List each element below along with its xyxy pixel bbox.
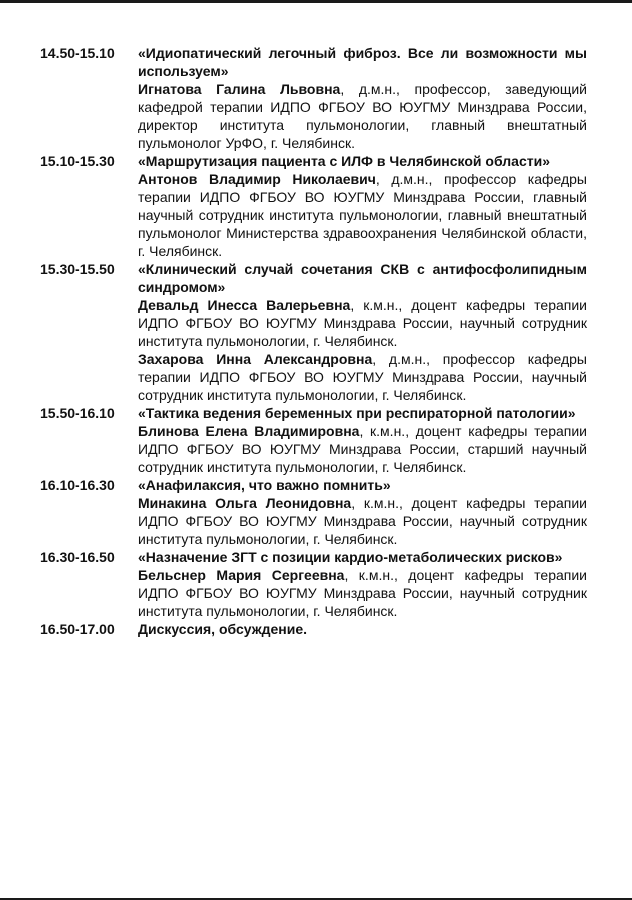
session-time: 15.50-16.10	[40, 405, 115, 421]
session-time: 16.30-16.50	[40, 549, 115, 565]
session-item	[40, 548, 587, 620]
session-title: «Анафилаксия, что важно помнить»	[138, 477, 391, 493]
session-title: «Маршрутизация пациента с ИЛФ в Челябинской области»	[138, 153, 550, 169]
speaker-name: Блинова Елена Владимировна	[138, 423, 360, 439]
session-item	[40, 404, 587, 476]
session-item	[40, 476, 587, 548]
speaker-name: Игнатова Галина Львовна	[138, 81, 341, 97]
speaker-info: , к.м.н., доцент кафедры терапии ИДПО ФГБОУ ВО ЮУГМУ Минздрава России, научный сотрудник института пульмонологии, г. Челябинск.	[138, 495, 587, 547]
speaker	[138, 296, 587, 350]
speaker-name: Захарова Инна Александровна	[138, 351, 373, 367]
session-time: 16.50-17.00	[40, 621, 115, 637]
session-title: «Идиопатический легочный фиброз. Все ли возможности мы используем»	[138, 45, 587, 79]
speaker	[138, 566, 587, 620]
session-item	[40, 44, 587, 152]
speaker	[138, 350, 587, 404]
session-time: 15.30-15.50	[40, 261, 115, 277]
speaker-info: , д.м.н., профессор кафедры терапии ИДПО ФГБОУ ВО ЮУГМУ Минздрава России, научный сотрудник института пульмонологии, г. Челябинск.	[138, 351, 587, 403]
speaker-name: Антонов Владимир Николаевич	[138, 171, 376, 187]
session-title: «Назначение ЗГТ с позиции кардио-метаболических рисков»	[138, 549, 563, 565]
speaker	[138, 170, 587, 260]
speaker-name: Минакина Ольга Леонидовна	[138, 495, 352, 511]
page-border-top	[0, 0, 632, 3]
speaker	[138, 422, 587, 476]
speaker-info: , к.м.н., доцент кафедры терапии ИДПО ФГБОУ ВО ЮУГМУ Минздрава России, научный сотрудник института пульмонологии, г. Челябинск.	[138, 567, 587, 619]
speaker	[138, 494, 587, 548]
session-title: «Тактика ведения беременных при респираторной патологии»	[138, 405, 576, 421]
session-time: 14.50-15.10	[40, 45, 115, 61]
program-schedule	[40, 44, 587, 638]
speaker	[138, 80, 587, 152]
session-title: «Клинический случай сочетания СКВ с антифосфолипидным синдромом»	[138, 261, 587, 295]
speaker-info: , д.м.н., профессор, заведующий кафедрой терапии ИДПО ФГБОУ ВО ЮУГМУ Минздрава России, директор института пульмонологии, главный внештатный пульмонолог УрФО, г. Челябинск.	[138, 81, 587, 151]
speaker-info: , д.м.н., профессор кафедры терапии ИДПО ФГБОУ ВО ЮУГМУ Минздрава России, главный научный сотрудник института пульмонологии, главный внештатный пульмонолог Министерства здравоохранения Челябинской области, г. Челябинск.	[138, 171, 587, 259]
session-time: 16.10-16.30	[40, 477, 115, 493]
session-time: 15.10-15.30	[40, 153, 115, 169]
session-item	[40, 260, 587, 404]
speaker-info: , к.м.н., доцент кафедры терапии ИДПО ФГБОУ ВО ЮУГМУ Минздрава России, старший научный сотрудник института пульмонологии, г. Челябинск.	[138, 423, 587, 475]
session-item	[40, 620, 587, 638]
speaker-name: Бельснер Мария Сергеевна	[138, 567, 345, 583]
speaker-name: Девальд Инесса Валерьевна	[138, 297, 351, 313]
speaker-info: , к.м.н., доцент кафедры терапии ИДПО ФГБОУ ВО ЮУГМУ Минздрава России, научный сотрудник института пульмонологии, г. Челябинск.	[138, 297, 587, 349]
session-title: Дискуссия, обсуждение.	[138, 621, 308, 637]
session-item	[40, 152, 587, 260]
